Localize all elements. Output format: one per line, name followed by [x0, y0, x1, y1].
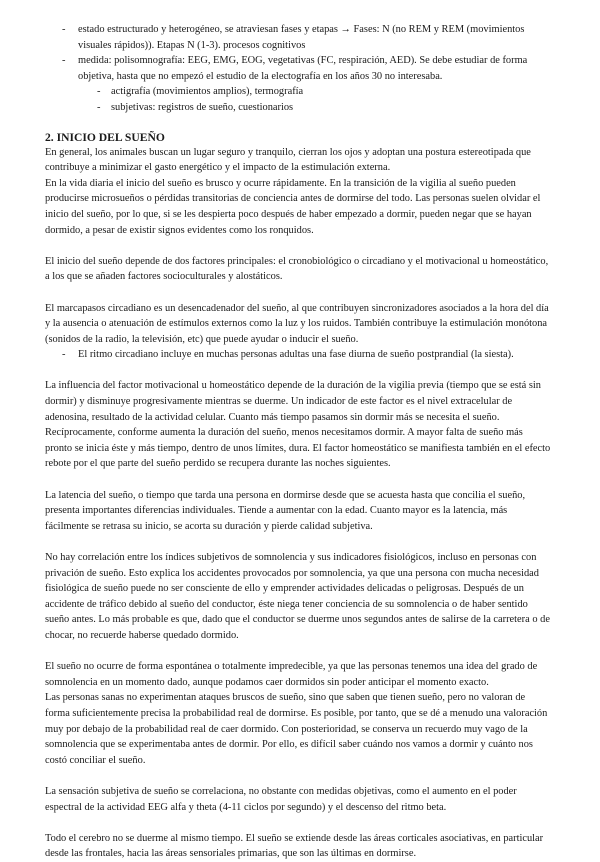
list-dash: - — [62, 349, 66, 361]
list-item-text: medida: polisomnografía: EEG, EMG, EOG, vegetativas (FC, respiración, AED). Se debe estudiar de forma objetiva, hasta que no empezó el estudio de la electografía en los años 30 no interesaba. — [78, 55, 528, 82]
paragraph: Todo el cerebro no se duerme al mismo tiempo. El sueño se extiende desde las áreas corticales asociativas, en particular desde las frontales, hacia las áreas sensoriales primarias, que son las últimas en dormirse. — [45, 832, 544, 860]
list-dash: - — [97, 101, 101, 113]
list-dash: - — [62, 55, 66, 67]
list-dash: - — [62, 24, 66, 35]
paragraph: El marcapasos circadiano es un desencadenador del sueño, al que contribuyen sincronizadores asociados a la hora del día y la ausencia o atenuación de estímulos externos como la luz y los ruidos. También contribuye la estimulación monótona (sonidos de la radio, la televisión, etc) que puede ayudar o inducir el sueño. — [45, 302, 549, 345]
list-item-text: El ritmo circadiano incluye en muchas personas adultas una fase diurna de sueño postprandial (la siesta). — [78, 349, 514, 361]
list-item-text: subjetivas: registros de sueño, cuestionarios — [111, 101, 294, 113]
list-item-text: estado estructurado y heterogéneo, se atraviesan fases y etapas → Fases: N (no REM y REM (movimientos visuales rápidos)). Etapas N (1-3). procesos cognitivos — [78, 24, 525, 51]
list-item-text: actigrafía (movimientos amplios), termografía — [111, 86, 304, 98]
list-item — [45, 22, 552, 53]
paragraph: El sueño no ocurre de forma espontánea o totalmente impredecible, ya que las personas tenemos una idea del grado de somnolencia en un momento dado, aunque podamos caer dormidos sin poder anticipar el momento exacto. — [45, 661, 538, 688]
paragraph: En general, los animales buscan un lugar seguro y tranquilo, cierran los ojos y adoptan una postura estereotipada que contribuye a minimizar el gasto energético y el impacto de la estimulación externa. — [45, 146, 531, 174]
section-heading: 2. INICIO DEL SUEÑO — [45, 130, 165, 144]
list-item — [45, 53, 552, 84]
paragraph: Las personas sanas no experimentan ataques bruscos de sueño, sino que saben que tienen sueño, pero no valoran de forma suficientemente precisa la probabilidad real de dormirse. Es posible, por tanto, que se dé a menudo una valoración muy por debajo de la probabilidad real de caer dormido. Con posterioridad, se conserva un recuerdo muy vago de la somnolencia que se experimentaba antes de dormir. Por ello, es difícil saber cuándo nos vamos a dormir y cuánto nos costó conciliar el sueño. — [45, 692, 548, 766]
paragraph: La sensación subjetiva de sueño se correlaciona, no obstante con medidas objetivas, como el aumento en el poder espectral de la actividad EEG alfa y theta (4-11 ciclos por segundo) y el descenso del ritmo beta. — [45, 785, 517, 813]
paragraph: En la vida diaria el inicio del sueño es brusco y ocurre rápidamente. En la transición de la vigilia al sueño pueden producirse microsueños o pérdidas transitorias de conciencia antes de dormirse del todo. Las personas suelen olvidar el inicio del sueño, por lo que, si se les despierta poco después de haber empezado a dormir, pueden negar que se hayan dormido, a pesar de existir signos evidentes como los ronquidos. — [45, 177, 541, 236]
paragraph: No hay correlación entre los índices subjetivos de somnolencia y sus indicadores fisiológicos, incluso en personas con privación de sueño. Esto explica los accidentes provocados por somnolencia, ya que una persona con mucha necesidad fisiológica de sueño puede no ser consciente de ello y emprender actividades delicadas o peligrosas. Después de un accidente de tráfico debido al sueño del conductor, éste niega tener conciencia de su somnolencia o de haber sentido sueño antes. Lo más probable es que, dado que el conductor se duerme unos segundos antes de salirse de la carretera o de chocar, no recuerde haberse quedado dormido. — [45, 552, 550, 641]
paragraph: La influencia del factor motivacional u homeostático depende de la duración de la vigilia previa (tiempo que se está sin dormir) y disminuye progresivamente mientras se duerme. Un indicador de este factor es el nivel extracelular de adenosina, resultado de la actividad celular. Cuanto más tiempo pasamos sin dormir más se necesita el sueño. Recíprocamente, conforme aumenta la duración del sueño, menos necesitamos dormir. A mayor falta de sueño más pronto se inicia éste y más tiempo, dentro de unos límites, dura. El factor homeostático se manifiesta también en el efecto rebote por el que parte del sueño perdido se recupera durante las noches siguientes. — [45, 380, 551, 470]
list-item — [45, 347, 552, 363]
list-dash: - — [97, 86, 101, 98]
sub-list-item — [45, 84, 552, 100]
paragraph: La latencia del sueño, o tiempo que tarda una persona en dormirse desde que se acuesta hasta que concilia el sueño, presenta importantes diferencias individuales. Tiende a aumentar con la edad. Cuanto mayor es la latencia, más fácilmente se retrasa su inicio, se acorta su duración y pierde calidad subjetiva. — [45, 489, 526, 532]
paragraph: El inicio del sueño depende de dos factores principales: el cronobiológico o circadiano y el motivacional u homeostático, a los que se añaden factores socioculturales y alostáticos. — [45, 255, 549, 283]
sub-list-item — [45, 100, 552, 116]
